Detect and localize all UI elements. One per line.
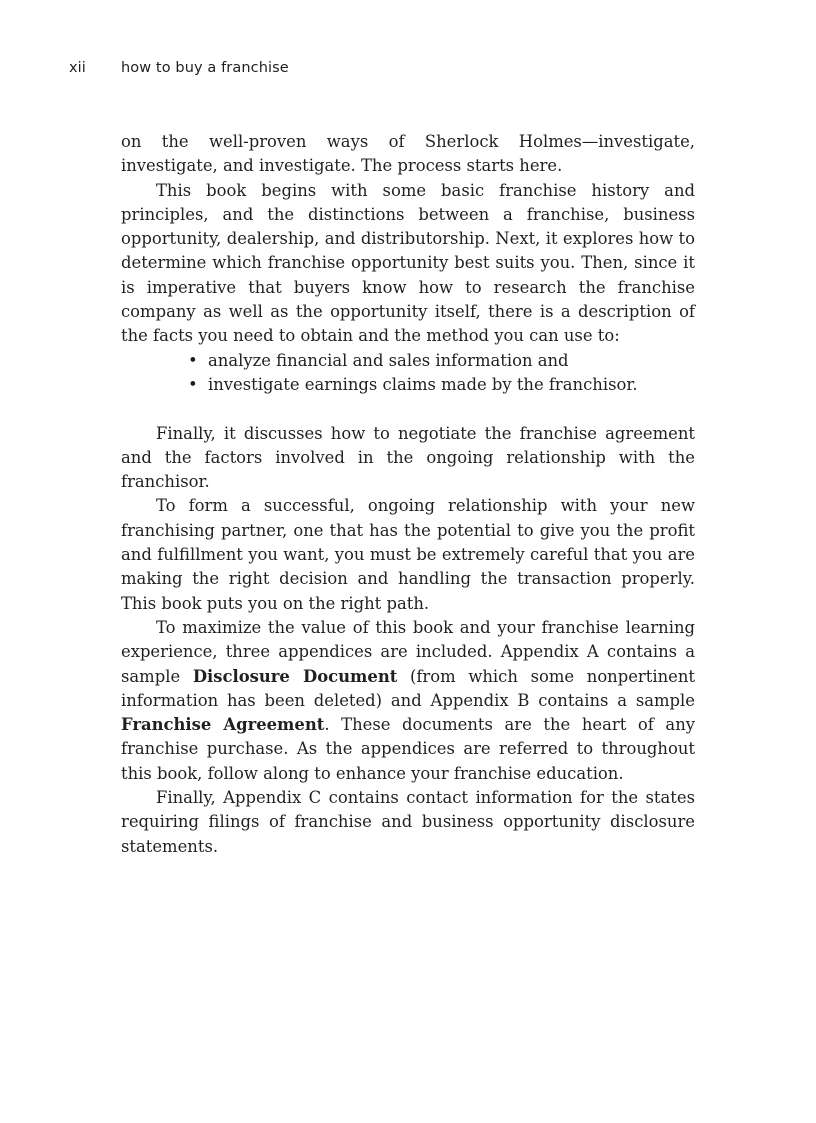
paragraph-continuation: on the well-proven ways of Sherlock Holmes—investigate, investigate, and investigate. The process starts here. [121, 132, 695, 176]
list-item [188, 373, 695, 397]
paragraph-negotiation: Finally, it discusses how to negotiate the franchise agreement and the factors involved in the ongoing relationship with the franchisor. [121, 423, 695, 492]
bullet-list [121, 349, 695, 398]
list-item-text: analyze financial and sales information and [208, 350, 569, 370]
franchise-agreement-term: Franchise Agreement [121, 715, 325, 735]
bullet-icon: • [188, 350, 198, 370]
page-number: xii [69, 60, 86, 76]
paragraph-relationship: To form a successful, ongoing relationship with your new franchising partner, one that has the potential to give you the profit and fulfillment you want, you must be extremely careful that you are making the right decision and handling the transaction properly. This book puts you on the right path. [121, 496, 695, 613]
paragraph-appendix-c: Finally, Appendix C contains contact information for the states requiring filings of franchise and business opportunity disclosure statements. [121, 788, 695, 856]
bullet-icon: • [188, 374, 198, 394]
body-text [121, 130, 695, 859]
running-title: how to buy a franchise [121, 60, 289, 76]
appendices-text-2: (from which some nonpertinent information has been deleted) and Appendix B contains a sample [121, 666, 695, 710]
disclosure-document-term: Disclosure Document [192, 666, 398, 686]
list-item-text: investigate earnings claims made by the franchisor. [208, 374, 638, 394]
appendices-text-1: To maximize the value of this book and your franchise learning experience, three appendices are included. Appendix A contains a sample [121, 617, 695, 686]
running-head [69, 60, 289, 76]
list-item [188, 349, 695, 373]
paragraph-appendices [121, 616, 695, 786]
paragraph-book-overview: This book begins with some basic franchise history and principles, and the distinctions between a franchise, business opportunity, dealership, and distributorship. Next, it explores how to determine which franchise opportunity best suits you. Then, since it is imperative that buyers know how to research the franchise company as well as the opportunity itself, there is a description of the facts you need to obtain and the method you can use to: [121, 180, 695, 346]
appendices-text-3: . These documents are the heart of any franchise purchase. As the appendices are referred to throughout this book, follow along to enhance your franchise education. [121, 715, 696, 783]
